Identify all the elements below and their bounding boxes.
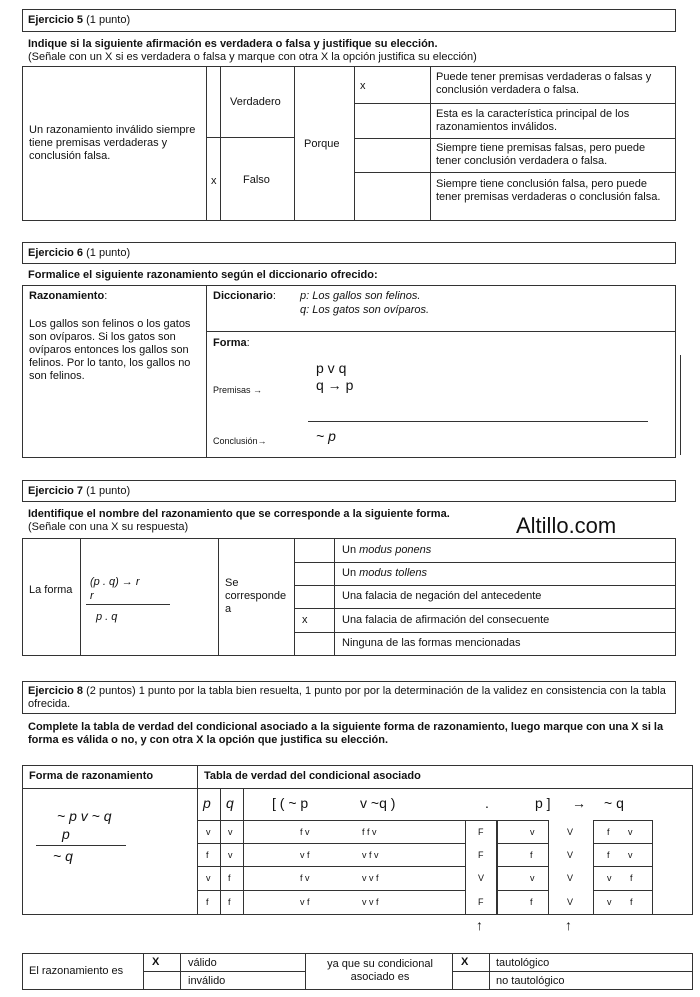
tt-cell: v <box>206 827 211 837</box>
ex5-false-label: Falso <box>243 174 270 186</box>
up-arrow-icon: ↑ <box>565 917 572 933</box>
ex7-option-text: Una falacia de negación del antecedente <box>342 590 542 602</box>
ex8-form-conclusion: ~ q <box>53 848 73 864</box>
ex8-form-premise-2: p <box>62 826 70 842</box>
ex6-dict-p: p: Los gallos son felinos. <box>300 290 421 302</box>
ex7-option-text: Una falacia de afirmación del consecuente <box>342 614 550 626</box>
tt-cell: v f <box>607 897 633 907</box>
tt-cell: v <box>228 827 233 837</box>
tt-cell: f v <box>607 850 633 860</box>
tt-col-or: v ~q ) <box>360 795 396 811</box>
tt-col-q: q <box>226 795 234 811</box>
ex5-heading: Ejercicio 5 (1 punto) <box>28 14 131 26</box>
tt-col-nq: ~ q <box>604 795 624 811</box>
up-arrow-icon: ↑ <box>476 917 483 933</box>
tt-cell: V <box>567 897 574 907</box>
tt-col-pclose: p ] <box>535 795 551 811</box>
ex6-form-label: Forma: <box>213 337 250 349</box>
tt-cell: v <box>228 850 233 860</box>
ex8-form-line <box>36 845 126 846</box>
ex5-option-mark[interactable]: x <box>360 80 366 92</box>
ex8-heading: Ejercicio 8 (2 puntos) 1 punto por la tabla bien resuelta, 1 punto por por la determinación de la validez en consistencia con la tabla ofrecida. <box>28 685 666 710</box>
ex6-conclusion-line <box>308 421 648 422</box>
ex8-tautologico: tautológico <box>496 957 550 969</box>
ex7-la-forma: La forma <box>29 584 73 596</box>
tt-cell: f <box>228 897 231 907</box>
ex7-premise-2: r <box>90 590 94 602</box>
tt-cell: v f <box>300 850 310 860</box>
tt-cell: v v f <box>362 897 379 907</box>
ex6-premise-2: q → p <box>316 377 354 393</box>
ex5-subinstruction: (Señale con un X si es verdadera o falsa y marque con otra X la opción justifica su elección) <box>28 51 477 63</box>
ex8-razonamiento-es: El razonamiento es <box>29 965 124 977</box>
ex8-table-header: Tabla de verdad del condicional asociado <box>204 770 421 782</box>
tt-cell: f <box>206 850 209 860</box>
tt-cell: f <box>530 897 533 907</box>
ex7-option-text: Un modus ponens <box>342 544 432 556</box>
tt-cell: v v f <box>362 873 379 883</box>
ex6-dictionary-label: Diccionario: <box>213 290 276 302</box>
ex6-conclusion-label: Conclusión→ <box>213 436 267 446</box>
tt-col-arrow: → <box>572 795 586 811</box>
ex7-option-text: Un modus tollens <box>342 567 427 579</box>
ex8-form-premise-1: ~ p v ~ q <box>57 808 112 824</box>
ex6-dict-q: q: Los gatos son ovíparos. <box>300 304 430 316</box>
ex7-conclusion-line <box>86 604 170 605</box>
tt-cell: v f v <box>362 850 379 860</box>
ex8-valid-label: válido <box>188 957 217 969</box>
tt-cell: v <box>206 873 211 883</box>
ex8-no-tautologico: no tautológico <box>496 975 565 987</box>
ex8-valid-mark[interactable]: X <box>152 956 160 968</box>
ex5-statement: Un razonamiento inválido siempre tiene premisas verdaderas y conclusión falsa. <box>29 124 196 162</box>
tt-cell: f <box>228 873 231 883</box>
ex8-instruction: Complete la tabla de verdad del condicional asociado a la siguiente forma de razonamiento, luego marque con una X si la forma es válida o no, y con otra X la opción que justifica su elección. <box>28 721 664 746</box>
ex7-subinstruction: (Señale con una X su respuesta) <box>28 521 189 533</box>
ex8-form-header: Forma de razonamiento <box>29 770 154 782</box>
tt-p-col-frame <box>497 820 549 915</box>
ex8-invalid-label: inválido <box>188 975 226 987</box>
tt-cell: v <box>530 827 535 837</box>
ex6-heading: Ejercicio 6 (1 punto) <box>28 247 131 259</box>
tt-cell: V <box>567 850 574 860</box>
ex5-true-label: Verdadero <box>230 96 281 108</box>
tt-cell: F <box>478 850 484 860</box>
tt-col-dot: . <box>485 795 489 811</box>
ex5-because: Porque <box>304 138 340 150</box>
tt-cell: V <box>567 873 574 883</box>
watermark: Altillo.com <box>516 513 617 538</box>
ex6-premises-label: Premisas → <box>213 385 263 395</box>
ex7-corresponde: Se corresponde a <box>225 577 287 615</box>
ex6-reasoning-label: Razonamiento: <box>29 290 108 302</box>
ex8-ya-que: ya que su condicional asociado es <box>327 958 433 983</box>
tt-cell: f v <box>300 827 310 837</box>
ex7-option-mark[interactable]: x <box>302 614 308 626</box>
ex5-false-mark[interactable]: x <box>211 175 217 187</box>
ex7-premise-1: (p . q) → r <box>90 576 140 588</box>
ex7-conclusion: p . q <box>96 611 118 623</box>
tt-cell: F <box>478 897 484 907</box>
ex6-instruction: Formalice el siguiente razonamiento según el diccionario ofrecido: <box>28 269 378 281</box>
tt-cell: v f <box>607 873 633 883</box>
tt-cell: v <box>530 873 535 883</box>
ex6-premise-1: p v q <box>316 360 347 376</box>
tt-cell: v f <box>300 897 310 907</box>
ex5-option-text: Esta es la característica principal de los razonamientos inválidos. <box>436 108 630 133</box>
tt-col-open: [ ( ~ p <box>272 795 309 811</box>
ex7-heading: Ejercicio 7 (1 punto) <box>28 485 131 497</box>
tt-cell: f f v <box>362 827 377 837</box>
tt-cell: f v <box>300 873 310 883</box>
ex7-instruction: Identifique el nombre del razonamiento que se corresponde a la siguiente forma. <box>28 508 450 520</box>
ex5-instruction: Indique si la siguiente afirmación es verdadera o falsa y justifique su elección. <box>28 38 438 50</box>
tt-cell: f v <box>607 827 633 837</box>
ex5-option-text: Siempre tiene conclusión falsa, pero puede tener premisas verdaderas o conclusión falsa. <box>436 178 661 203</box>
ex7-option-text: Ninguna de las formas mencionadas <box>342 637 521 649</box>
tt-cell: F <box>478 827 484 837</box>
ex6-reasoning-text: Los gallos son felinos o los gatos son ovíparos. Si los gatos son ovíparos entonces los gallos son felinos. Por lo tanto, los gallos no son felinos. <box>29 318 191 382</box>
ex8-taut-mark[interactable]: X <box>461 956 469 968</box>
tt-cell: V <box>478 873 485 883</box>
tt-cell: f <box>206 897 209 907</box>
ex6-conclusion: ~ p <box>316 428 336 444</box>
tt-cell: V <box>567 827 574 837</box>
ex5-option-text: Puede tener premisas verdaderas o falsas y conclusión verdadera o falsa. <box>436 71 652 96</box>
ex5-option-text: Siempre tiene premisas falsas, pero puede tener conclusión verdadera o falsa. <box>436 142 646 167</box>
tt-cell: f <box>530 850 533 860</box>
tt-col-p: p <box>203 795 211 811</box>
